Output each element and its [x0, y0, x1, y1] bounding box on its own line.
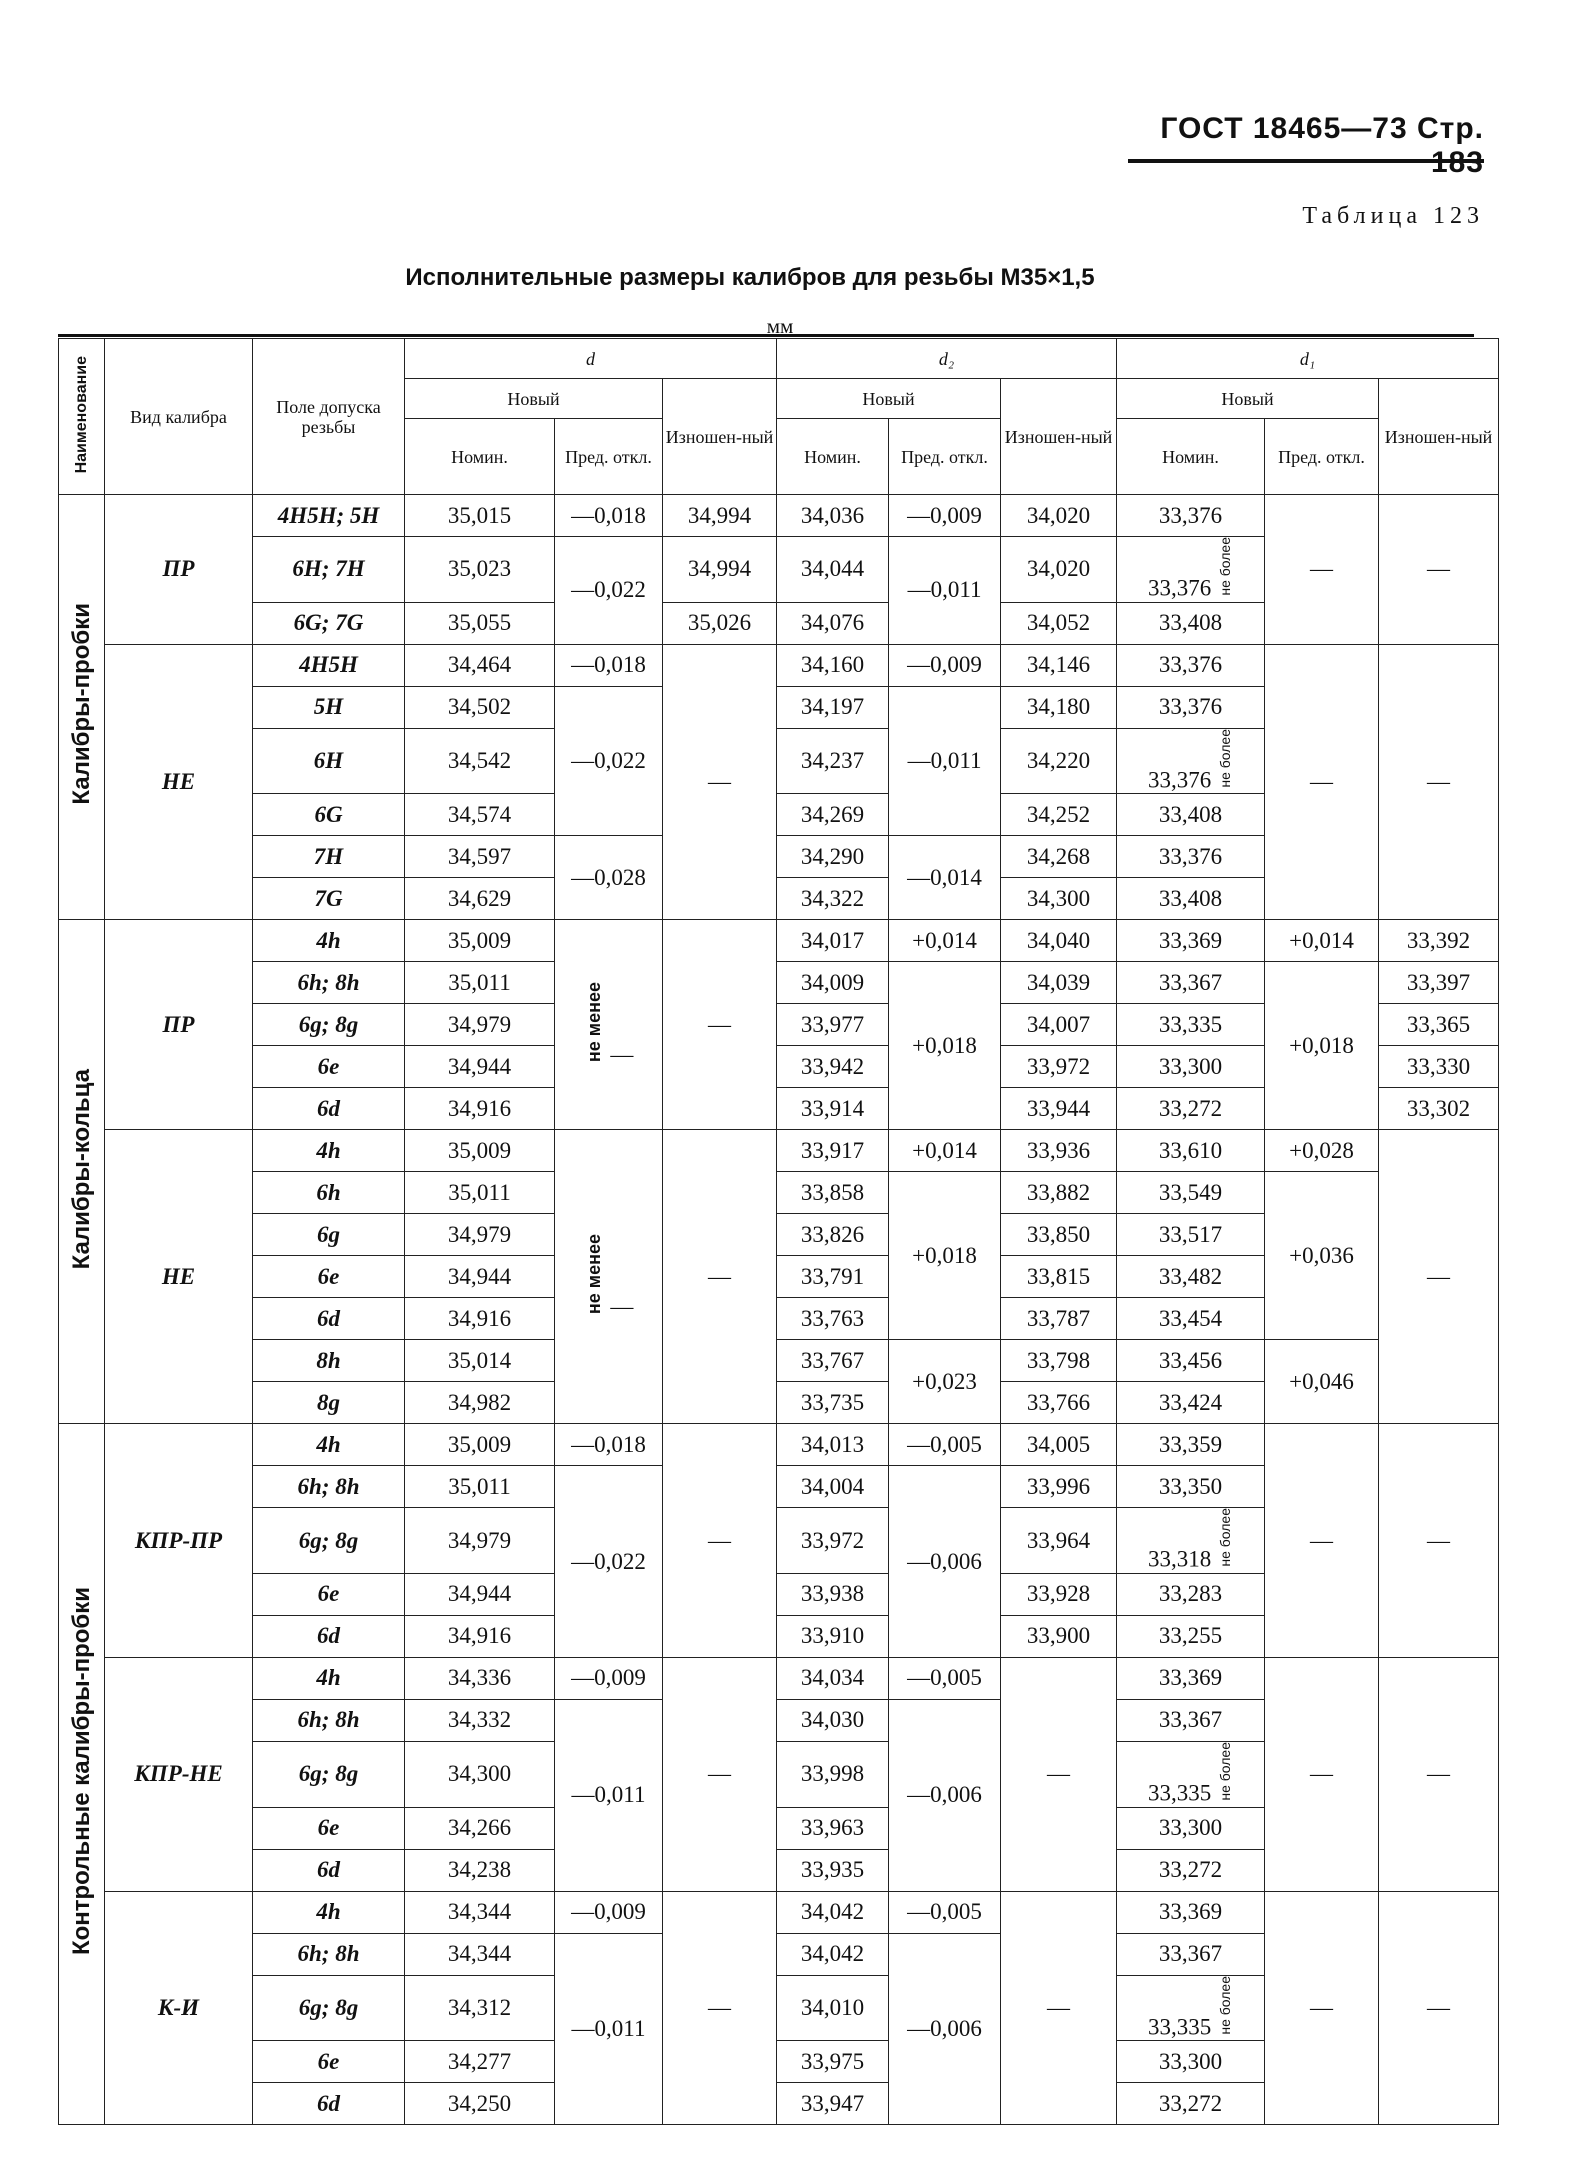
d-nominal: 34,266 [405, 1807, 555, 1849]
d1-nominal: 33,272 [1117, 1849, 1265, 1891]
gost-page-header: ГОСТ 18465—73 Стр. 183 [1160, 112, 1484, 179]
d1-nominal: 33,610 [1117, 1130, 1265, 1172]
d2-deviation: —0,005 [889, 1424, 1001, 1466]
d2-nominal: 33,826 [777, 1214, 889, 1256]
d1-nominal: 33,456 [1117, 1340, 1265, 1382]
note-not-more: не более [1217, 1741, 1234, 1801]
tolerance-field: 5H [253, 686, 405, 728]
tolerance-field: 6d [253, 1298, 405, 1340]
d-nominal: 34,916 [405, 1615, 555, 1657]
d-worn-dash: — [663, 920, 777, 1130]
d2-worn: 33,787 [1001, 1298, 1117, 1340]
d2-worn-dash: — [1001, 1891, 1117, 2125]
header-d1-nom: Номин. [1117, 419, 1265, 495]
d2-worn: 34,268 [1001, 836, 1117, 878]
tolerance-field: 6G [253, 794, 405, 836]
tolerance-field: 6h; 8h [253, 1933, 405, 1975]
d-deviation-dash: не менее — [555, 920, 663, 1130]
d1-deviation-dash: — [1265, 644, 1379, 920]
group-rings: Калибры-кольца [59, 920, 105, 1424]
d2-worn: 33,882 [1001, 1172, 1117, 1214]
d2-nominal: 34,042 [777, 1933, 889, 1975]
header-d1-worn: Изношен-ный [1379, 379, 1499, 495]
d1-nominal: 33,482 [1117, 1256, 1265, 1298]
tolerance-field: 8g [253, 1382, 405, 1424]
d2-nominal: 33,998 [777, 1741, 889, 1807]
d-nominal: 35,009 [405, 1130, 555, 1172]
tolerance-field: 6h; 8h [253, 962, 405, 1004]
d2-worn: 34,300 [1001, 878, 1117, 920]
group-plugs: Калибры-пробки [59, 495, 105, 920]
d1-worn: 33,365 [1379, 1004, 1499, 1046]
header-d2-nom: Номин. [777, 419, 889, 495]
d1-nominal: 33,283 [1117, 1573, 1265, 1615]
d2-worn: 34,180 [1001, 686, 1117, 728]
d2-nominal: 34,010 [777, 1975, 889, 2041]
d1-nominal: 33,300 [1117, 1046, 1265, 1088]
header-d2-dev: Пред. откл. [889, 419, 1001, 495]
calibre-type: ПР [105, 495, 253, 645]
header-d2-worn: Изношен-ный [1001, 379, 1117, 495]
calibre-type: КПР-НЕ [105, 1657, 253, 1891]
d2-worn: 33,850 [1001, 1214, 1117, 1256]
d1-deviation-dash: — [1265, 1891, 1379, 2125]
d-deviation: —0,018 [555, 1424, 663, 1466]
calibre-type: НЕ [105, 644, 253, 920]
d2-deviation: +0,018 [889, 1172, 1001, 1340]
d1-deviation: +0,018 [1265, 962, 1379, 1130]
d-nominal: 35,011 [405, 1172, 555, 1214]
d-nominal: 34,944 [405, 1573, 555, 1615]
d2-nominal: 34,009 [777, 962, 889, 1004]
d1-worn-dash: — [1379, 1891, 1499, 2125]
d2-deviation: +0,018 [889, 962, 1001, 1130]
d2-nominal: 33,767 [777, 1340, 889, 1382]
d-deviation: —0,018 [555, 495, 663, 537]
tolerance-field: 6g; 8g [253, 1975, 405, 2041]
d2-deviation: —0,009 [889, 495, 1001, 537]
d2-deviation: —0,006 [889, 1933, 1001, 2125]
d1-worn-dash: — [1379, 1424, 1499, 1658]
d-deviation-dash: не менее — [555, 1130, 663, 1424]
d2-nominal: 33,947 [777, 2083, 889, 2125]
tolerance-field: 6h; 8h [253, 1699, 405, 1741]
header-field: Поле допуска резьбы [253, 339, 405, 495]
d2-deviation: +0,023 [889, 1340, 1001, 1424]
d2-nominal: 34,322 [777, 878, 889, 920]
d-nominal: 35,014 [405, 1340, 555, 1382]
d1-nominal: 33,517 [1117, 1214, 1265, 1256]
d2-worn: 34,039 [1001, 962, 1117, 1004]
tolerance-field: 6d [253, 1088, 405, 1130]
calibre-type: НЕ [105, 1130, 253, 1424]
d2-deviation: —0,011 [889, 537, 1001, 645]
d2-nominal: 34,017 [777, 920, 889, 962]
tolerance-field: 8h [253, 1340, 405, 1382]
d1-nominal: 33,369 [1117, 1657, 1265, 1699]
calibre-type: ПР [105, 920, 253, 1130]
d1-worn: 33,392 [1379, 920, 1499, 962]
note-not-more: не более [1217, 1975, 1234, 2035]
d-deviation: —0,018 [555, 644, 663, 686]
tolerance-field: 7H [253, 836, 405, 878]
d-nominal: 34,277 [405, 2041, 555, 2083]
d2-worn: 34,220 [1001, 728, 1117, 794]
calibre-type: К-И [105, 1891, 253, 2125]
d2-nominal: 34,076 [777, 602, 889, 644]
calibre-type: КПР-ПР [105, 1424, 253, 1658]
d2-worn: 34,020 [1001, 537, 1117, 603]
header-vid: Вид калибра [105, 339, 253, 495]
tolerance-field: 6h [253, 1172, 405, 1214]
d2-worn: 33,964 [1001, 1508, 1117, 1574]
header-d1: d₁ [1117, 339, 1499, 379]
d1-nominal: 33,300 [1117, 2041, 1265, 2083]
d2-deviation: —0,011 [889, 686, 1001, 836]
d2-worn: 33,972 [1001, 1046, 1117, 1088]
d-nominal: 35,055 [405, 602, 555, 644]
d2-worn: 33,944 [1001, 1088, 1117, 1130]
d-nominal: 34,979 [405, 1214, 555, 1256]
d2-nominal: 33,914 [777, 1088, 889, 1130]
d2-nominal: 34,237 [777, 728, 889, 794]
d-deviation: —0,022 [555, 686, 663, 836]
d-nominal: 34,238 [405, 1849, 555, 1891]
d1-nominal: 33,376 [1117, 686, 1265, 728]
tolerance-field: 6e [253, 1573, 405, 1615]
d-nominal: 34,982 [405, 1382, 555, 1424]
d-nominal: 34,502 [405, 686, 555, 728]
d-nominal: 35,011 [405, 1466, 555, 1508]
d-nominal: 34,574 [405, 794, 555, 836]
d-worn: 34,994 [663, 537, 777, 603]
tolerance-field: 6g; 8g [253, 1741, 405, 1807]
group-control-plugs: Контрольные калибры-пробки [59, 1424, 105, 2125]
d-nominal: 35,009 [405, 920, 555, 962]
d1-nominal: 33,549 [1117, 1172, 1265, 1214]
tolerance-field: 6H [253, 728, 405, 794]
note-not-more: не более [1217, 1508, 1234, 1567]
table-title: Исполнительные размеры калибров для резьбы М35×1,5 [405, 264, 1095, 291]
d2-deviation: —0,009 [889, 644, 1001, 686]
d1-nominal: 33,408 [1117, 794, 1265, 836]
tolerance-field: 6e [253, 1256, 405, 1298]
tolerance-field: 4h [253, 1130, 405, 1172]
d2-worn: 33,928 [1001, 1573, 1117, 1615]
d2-worn: 33,900 [1001, 1615, 1117, 1657]
d2-worn: 33,798 [1001, 1340, 1117, 1382]
d-nominal: 35,023 [405, 537, 555, 603]
d2-nominal: 34,269 [777, 794, 889, 836]
d2-nominal: 33,938 [777, 1573, 889, 1615]
d-deviation: —0,009 [555, 1891, 663, 1933]
dimensions-table [58, 338, 1499, 2125]
tolerance-field: 6H; 7H [253, 537, 405, 603]
d1-deviation: +0,036 [1265, 1172, 1379, 1340]
d2-worn: 34,052 [1001, 602, 1117, 644]
d2-nominal: 34,160 [777, 644, 889, 686]
tolerance-field: 4h [253, 1891, 405, 1933]
d2-nominal: 34,197 [777, 686, 889, 728]
d2-nominal: 33,963 [777, 1807, 889, 1849]
d1-nominal: 33,408 [1117, 878, 1265, 920]
d1-nominal: 33,376 [1117, 836, 1265, 878]
d1-worn: 33,330 [1379, 1046, 1499, 1088]
d2-nominal: 33,791 [777, 1256, 889, 1298]
d1-nominal: 33,376 [1117, 644, 1265, 686]
d2-worn: 33,766 [1001, 1382, 1117, 1424]
d1-nominal: 33,408 [1117, 602, 1265, 644]
d2-nominal: 34,030 [777, 1699, 889, 1741]
d2-deviation: —0,014 [889, 836, 1001, 920]
header-name: Наименование [59, 339, 105, 495]
tolerance-field: 4h [253, 1657, 405, 1699]
d2-nominal: 33,763 [777, 1298, 889, 1340]
d-nominal: 34,464 [405, 644, 555, 686]
d-deviation: —0,011 [555, 1699, 663, 1891]
d1-nominal: 33,369 [1117, 1891, 1265, 1933]
d-nominal: 34,312 [405, 1975, 555, 2041]
d1-nominal: 33,367 [1117, 1699, 1265, 1741]
d1-nominal: 33,367 [1117, 1933, 1265, 1975]
d1-nominal: 33,367 [1117, 962, 1265, 1004]
d-nominal: 34,250 [405, 2083, 555, 2125]
d2-nominal: 33,910 [777, 1615, 889, 1657]
d-deviation: —0,011 [555, 1933, 663, 2125]
d2-nominal: 34,004 [777, 1466, 889, 1508]
d1-worn-dash: — [1379, 1130, 1499, 1424]
tolerance-field: 6e [253, 2041, 405, 2083]
d1-deviation-dash: — [1265, 495, 1379, 645]
d1-nominal: 33,376 [1117, 495, 1265, 537]
tolerance-field: 6G; 7G [253, 602, 405, 644]
d-nominal: 34,944 [405, 1046, 555, 1088]
d2-nominal: 34,044 [777, 537, 889, 603]
d-deviation: —0,009 [555, 1657, 663, 1699]
d-nominal: 34,597 [405, 836, 555, 878]
d1-deviation-dash: — [1265, 1424, 1379, 1658]
d2-nominal: 33,735 [777, 1382, 889, 1424]
d-nominal: 35,015 [405, 495, 555, 537]
d2-nominal: 33,975 [777, 2041, 889, 2083]
tolerance-field: 6g [253, 1214, 405, 1256]
d1-nominal: 33,335 не более [1117, 1975, 1265, 2041]
d2-nominal: 33,972 [777, 1508, 889, 1574]
tolerance-field: 6e [253, 1807, 405, 1849]
d-worn-dash: — [663, 1130, 777, 1424]
d1-nominal: 33,376 не более [1117, 537, 1265, 603]
tolerance-field: 6g; 8g [253, 1508, 405, 1574]
header-d2-new: Новый [777, 379, 1001, 419]
tolerance-field: 6d [253, 1615, 405, 1657]
d-deviation: —0,022 [555, 537, 663, 645]
d-worn-dash: — [663, 1657, 777, 1891]
d1-worn-dash: — [1379, 1657, 1499, 1891]
header-d-worn: Изношен-ный [663, 379, 777, 495]
tolerance-field: 6h; 8h [253, 1466, 405, 1508]
header-d-nom: Номин. [405, 419, 555, 495]
header-d: d [405, 339, 777, 379]
d-deviation: —0,028 [555, 836, 663, 920]
d-worn-dash: — [663, 1891, 777, 2125]
d-worn-dash: — [663, 644, 777, 920]
d-nominal: 34,916 [405, 1088, 555, 1130]
header-rule [1128, 159, 1484, 163]
d2-worn: 33,815 [1001, 1256, 1117, 1298]
header-d-new: Новый [405, 379, 663, 419]
d-nominal: 35,009 [405, 1424, 555, 1466]
d1-deviation: +0,014 [1265, 920, 1379, 962]
tolerance-field: 4H5H [253, 644, 405, 686]
d2-deviation: —0,006 [889, 1466, 1001, 1658]
d2-nominal: 33,917 [777, 1130, 889, 1172]
d-nominal: 34,944 [405, 1256, 555, 1298]
d1-nominal: 33,272 [1117, 1088, 1265, 1130]
d-worn-dash: — [663, 1424, 777, 1658]
d2-worn: 34,252 [1001, 794, 1117, 836]
d-nominal: 34,300 [405, 1741, 555, 1807]
d2-worn: 34,146 [1001, 644, 1117, 686]
d2-nominal: 34,013 [777, 1424, 889, 1466]
d-worn: 35,026 [663, 602, 777, 644]
d2-nominal: 33,977 [777, 1004, 889, 1046]
d-nominal: 34,629 [405, 878, 555, 920]
tolerance-field: 4h [253, 920, 405, 962]
d2-nominal: 34,290 [777, 836, 889, 878]
d2-nominal: 33,942 [777, 1046, 889, 1088]
d1-worn: 33,397 [1379, 962, 1499, 1004]
d-nominal: 34,344 [405, 1933, 555, 1975]
d1-nominal: 33,359 [1117, 1424, 1265, 1466]
d1-deviation: +0,028 [1265, 1130, 1379, 1172]
d2-worn: 34,020 [1001, 495, 1117, 537]
d-nominal: 34,916 [405, 1298, 555, 1340]
d2-worn: 33,996 [1001, 1466, 1117, 1508]
tolerance-field: 4H5H; 5H [253, 495, 405, 537]
d1-nominal: 33,350 [1117, 1466, 1265, 1508]
d2-worn: 34,005 [1001, 1424, 1117, 1466]
header-d-dev: Пред. откл. [555, 419, 663, 495]
d2-deviation: —0,006 [889, 1699, 1001, 1891]
d2-worn-dash: — [1001, 1657, 1117, 1891]
tolerance-field: 4h [253, 1424, 405, 1466]
units-label: мм [766, 314, 794, 338]
d1-worn: 33,302 [1379, 1088, 1499, 1130]
d-nominal: 34,344 [405, 1891, 555, 1933]
d1-nominal: 33,369 [1117, 920, 1265, 962]
header-d1-dev: Пред. откл. [1265, 419, 1379, 495]
d2-deviation: +0,014 [889, 1130, 1001, 1172]
d2-worn: 34,040 [1001, 920, 1117, 962]
header-d2: d₂ [777, 339, 1117, 379]
d2-deviation: +0,014 [889, 920, 1001, 962]
d1-nominal: 33,318 не более [1117, 1508, 1265, 1574]
d-nominal: 34,542 [405, 728, 555, 794]
d-nominal: 35,011 [405, 962, 555, 1004]
table-number: Таблица 123 [1302, 203, 1484, 229]
tolerance-field: 6g; 8g [253, 1004, 405, 1046]
d-nominal: 34,979 [405, 1004, 555, 1046]
d1-nominal: 33,300 [1117, 1807, 1265, 1849]
tolerance-field: 7G [253, 878, 405, 920]
tolerance-field: 6d [253, 2083, 405, 2125]
note-not-more: не более [1217, 537, 1234, 596]
d-worn: 34,994 [663, 495, 777, 537]
d1-nominal: 33,255 [1117, 1615, 1265, 1657]
d1-nominal: 33,454 [1117, 1298, 1265, 1340]
d1-worn-dash: — [1379, 644, 1499, 920]
tolerance-field: 6d [253, 1849, 405, 1891]
d-deviation: —0,022 [555, 1466, 663, 1658]
d2-deviation: —0,005 [889, 1891, 1001, 1933]
d1-nominal: 33,272 [1117, 2083, 1265, 2125]
d2-nominal: 33,935 [777, 1849, 889, 1891]
d2-nominal: 34,036 [777, 495, 889, 537]
header-d1-new: Новый [1117, 379, 1379, 419]
d-nominal: 34,336 [405, 1657, 555, 1699]
table-top-rule [58, 334, 1474, 337]
d2-nominal: 33,858 [777, 1172, 889, 1214]
d1-deviation-dash: — [1265, 1657, 1379, 1891]
d1-nominal: 33,335 [1117, 1004, 1265, 1046]
note-not-more: не более [1217, 728, 1234, 788]
d2-deviation: —0,005 [889, 1657, 1001, 1699]
d2-worn: 34,007 [1001, 1004, 1117, 1046]
d1-deviation: +0,046 [1265, 1340, 1379, 1424]
tolerance-field: 6e [253, 1046, 405, 1088]
d2-worn: 33,936 [1001, 1130, 1117, 1172]
d-nominal: 34,332 [405, 1699, 555, 1741]
d-nominal: 34,979 [405, 1508, 555, 1574]
d1-nominal: 33,376 не более [1117, 728, 1265, 794]
d2-nominal: 34,034 [777, 1657, 889, 1699]
d1-worn-dash: — [1379, 495, 1499, 645]
d1-nominal: 33,424 [1117, 1382, 1265, 1424]
d1-nominal: 33,335 не более [1117, 1741, 1265, 1807]
d2-nominal: 34,042 [777, 1891, 889, 1933]
